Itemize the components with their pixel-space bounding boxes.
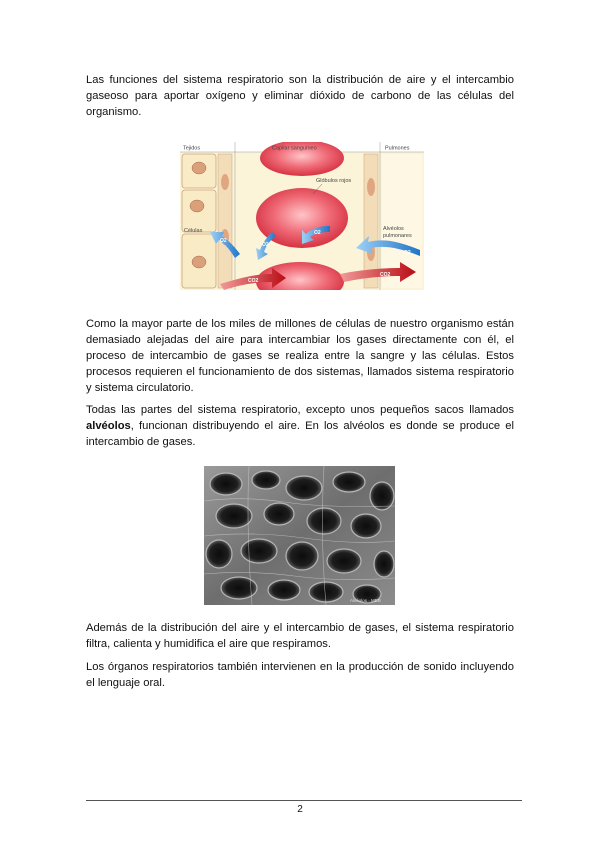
label-co2-left: CO2	[248, 278, 259, 284]
gas-exchange-diagram	[180, 142, 424, 290]
footer-divider	[86, 800, 522, 801]
label-o2-left: O2	[262, 242, 269, 248]
alveoli-micrograph	[204, 466, 395, 605]
label-tejidos: Tejidos	[183, 145, 201, 152]
micrograph-caption: Alvéolos · MEB	[350, 598, 381, 603]
body-paragraph-functions: Además de la distribución del aire y el intercambio de gases, el sistema respiratorio filtra, calienta y humidifica el aire que respiramos.	[86, 622, 514, 650]
body-paragraph-1: Como la mayor parte de los miles de millones de células de nuestro organismo están demasiado alejadas del aire para intercambiar los gases directamente con él, el proceso de intercambio de gases se realiza entre la sangre y las células. Estos procesos requieren el funcionamiento de dos sistemas, llamados sistema respiratorio y sistema circulatorio.	[86, 318, 514, 394]
label-pulmones: Pulmones	[385, 145, 410, 152]
label-celulas: Células	[184, 228, 203, 234]
label-globulos: Glóbulos rojos	[316, 178, 352, 184]
label-co2-right: CO2	[380, 272, 391, 278]
body-paragraph-sound: Los órganos respiratorios también intervienen en la producción de sonido incluyendo el lenguaje oral.	[86, 661, 514, 689]
body-paragraph-alveolos	[86, 402, 514, 450]
capillary-wall	[364, 154, 422, 288]
label-capilar: Capilar sanguíneo	[272, 145, 317, 152]
label-o2-cell: O2	[220, 238, 227, 244]
intro-paragraph: Las funciones del sistema respiratorio son la distribución de aire y el intercambio gaseoso para aportar oxígeno y eliminar dióxido de carbono de las células del organismo.	[86, 74, 514, 118]
p3-text-before: Todas las partes del sistema respiratorio, excepto unos pequeños sacos llamados	[86, 404, 514, 416]
term-alveolos: alvéolos	[86, 420, 131, 432]
label-alveolos-1: Alvéolos	[383, 226, 404, 232]
label-alveolos-2: pulmonares	[383, 233, 412, 239]
label-o2-lung: O2	[404, 250, 411, 256]
label-o2-center: O2	[314, 230, 321, 236]
p3-text-after: , funcionan distribuyendo el aire. En los alvéolos es donde se produce el intercambio de gases.	[86, 420, 514, 448]
tissue-cells	[182, 154, 232, 288]
page-number: 2	[297, 804, 303, 815]
